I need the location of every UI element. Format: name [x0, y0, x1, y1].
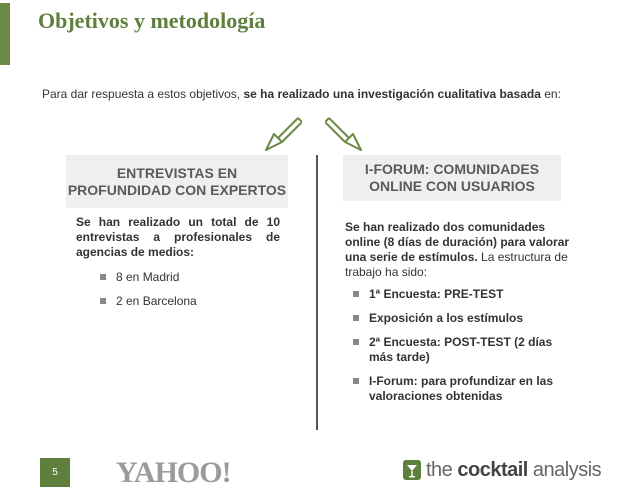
list-item-text: 2ª Encuesta: POST-TEST (2 días más tarde): [369, 335, 553, 364]
list-item-text: 2 en Barcelona: [116, 294, 197, 308]
intro-text-bold: se ha realizado una investigación cualitativa basada: [243, 87, 541, 101]
bullet-square-icon: [353, 291, 359, 297]
right-box-title: I-FORUM: COMUNIDADES ONLINE CON USUARIOS: [343, 155, 561, 201]
cocktail-the: the: [426, 459, 458, 481]
page-title: Objetivos y metodología: [38, 8, 266, 33]
list-item: [351, 311, 573, 326]
yahoo-logo: YAHOO!: [116, 456, 231, 489]
cocktail-wordmark: [426, 459, 601, 481]
bullet-square-icon: [353, 339, 359, 345]
right-lead-normal: La estructura de trabajo ha sido:: [345, 250, 568, 279]
left-box-title: ENTREVISTAS EN PROFUNDIDAD CON EXPERTOS: [66, 155, 288, 208]
page-number: 5: [40, 458, 70, 487]
cocktail-word: cocktail: [457, 459, 528, 481]
list-item: [351, 335, 573, 365]
bullet-square-icon: [100, 298, 106, 304]
left-column: [76, 215, 280, 318]
cocktail-glass-icon: [402, 459, 422, 481]
cocktail-analysis-word: analysis: [527, 459, 602, 481]
bullet-square-icon: [353, 378, 359, 384]
right-lead: [345, 220, 573, 280]
intro-paragraph: [42, 87, 562, 102]
left-list: [98, 270, 280, 309]
left-lead-text: Se han realizado un total de 10 entrevistas a profesionales de agencias de medios:: [76, 215, 280, 259]
bullet-square-icon: [100, 274, 106, 280]
bullet-square-icon: [353, 315, 359, 321]
list-item: [98, 294, 280, 309]
list-item: [98, 270, 280, 285]
right-list: [351, 287, 573, 404]
arrow-down-right-icon: [325, 114, 365, 154]
list-item-text: Exposición a los estímulos: [369, 311, 524, 325]
list-item-text: I-Forum: para profundizar en las valoraciones obtenidas: [369, 374, 554, 403]
list-item: [351, 287, 573, 302]
column-divider: [316, 155, 318, 430]
list-item-text: 8 en Madrid: [116, 270, 180, 284]
cocktail-analysis-logo: [402, 459, 601, 481]
list-item-text: 1ª Encuesta: PRE-TEST: [369, 287, 504, 301]
right-lead-bold: Se han realizado dos comunidades online (8 días de duración) para valorar una serie de estímulos.: [345, 220, 570, 264]
intro-text-1: Para dar respuesta a estos objetivos,: [42, 87, 244, 101]
right-column: [345, 220, 573, 413]
list-item: [351, 374, 573, 404]
arrow-down-left-icon: [262, 114, 302, 154]
intro-text-3: en:: [540, 87, 561, 101]
accent-bar: [0, 3, 10, 65]
